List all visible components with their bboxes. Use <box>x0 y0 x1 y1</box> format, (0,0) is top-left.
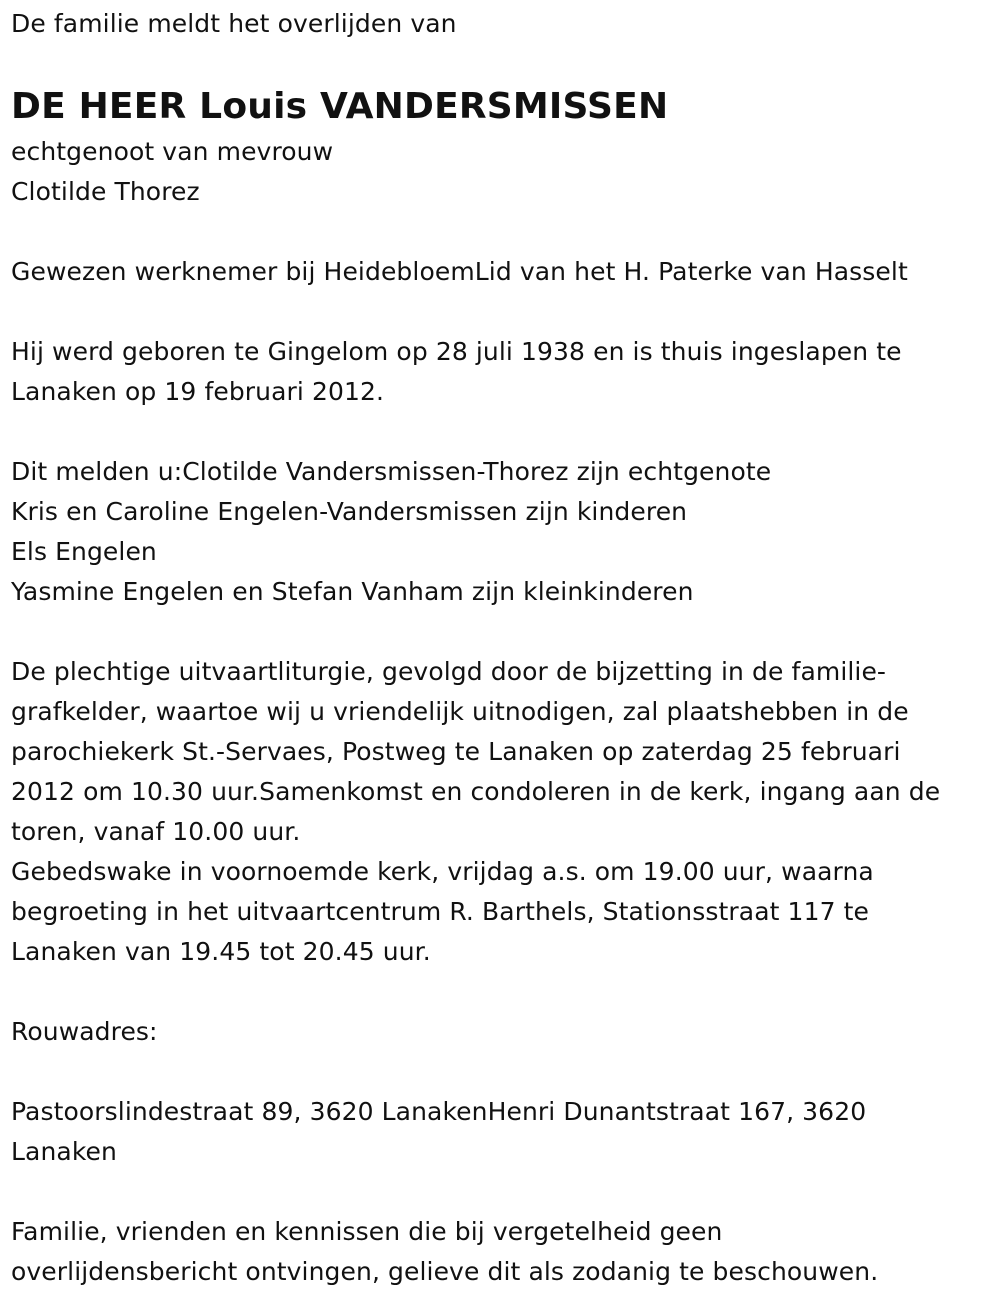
spacer <box>11 1052 986 1092</box>
funeral-line-8: Lanaken van 19.45 tot 20.45 uur. <box>11 937 431 966</box>
family-line-4: Yasmine Engelen en Stefan Vanham zijn kleinkinderen <box>11 577 694 606</box>
birth-death-line-1: Hij werd geboren te Gingelom op 28 juli 1938 en is thuis ingeslapen te <box>11 337 902 366</box>
spacer <box>11 412 986 452</box>
funeral-line-1: De plechtige uitvaartliturgie, gevolgd door de bijzetting in de familie- <box>11 657 887 686</box>
spacer <box>11 972 986 1012</box>
birth-death-line-2: Lanaken op 19 februari 2012. <box>11 377 385 406</box>
spacer <box>11 612 986 652</box>
deceased-name: DE HEER Louis VANDERSMISSEN <box>11 86 669 127</box>
occupation-text: Gewezen werknemer bij HeidebloemLid van het H. Paterke van Hasselt <box>11 257 908 286</box>
obituary-notice <box>11 4 986 1292</box>
address-line-1: Pastoorslindestraat 89, 3620 LanakenHenri Dunantstraat 167, 3620 <box>11 1097 867 1126</box>
funeral-line-6: Gebedswake in voornoemde kerk, vrijdag a.s. om 19.00 uur, waarna <box>11 857 874 886</box>
mourning-address-label: Rouwadres: <box>11 1017 158 1046</box>
family-line-1: Dit melden u:Clotilde Vandersmissen-Thorez zijn echtgenote <box>11 457 772 486</box>
funeral-line-5: toren, vanaf 10.00 uur. <box>11 817 301 846</box>
funeral-line-2: grafkelder, waartoe wij u vriendelijk uitnodigen, zal plaatshebben in de <box>11 697 909 726</box>
address-line-2: Lanaken <box>11 1137 117 1166</box>
funeral-line-3: parochiekerk St.-Servaes, Postweg te Lanaken op zaterdag 25 februari <box>11 737 901 766</box>
funeral-line-4: 2012 om 10.30 uur.Samenkomst en condoleren in de kerk, ingang aan de <box>11 777 941 806</box>
intro-text: De familie meldt het overlijden van <box>11 9 457 38</box>
spouse-line-1: echtgenoot van mevrouw <box>11 137 334 166</box>
funeral-line-7: begroeting in het uitvaartcentrum R. Barthels, Stationsstraat 117 te <box>11 897 870 926</box>
family-line-3: Els Engelen <box>11 537 157 566</box>
spacer <box>11 212 986 252</box>
closing-line-2: overlijdensbericht ontvingen, gelieve dit als zodanig te beschouwen. <box>11 1257 879 1286</box>
family-line-2: Kris en Caroline Engelen-Vandersmissen zijn kinderen <box>11 497 688 526</box>
closing-line-1: Familie, vrienden en kennissen die bij vergetelheid geen <box>11 1217 723 1246</box>
spacer <box>11 1172 986 1212</box>
spacer <box>11 292 986 332</box>
spouse-line-2: Clotilde Thorez <box>11 177 200 206</box>
